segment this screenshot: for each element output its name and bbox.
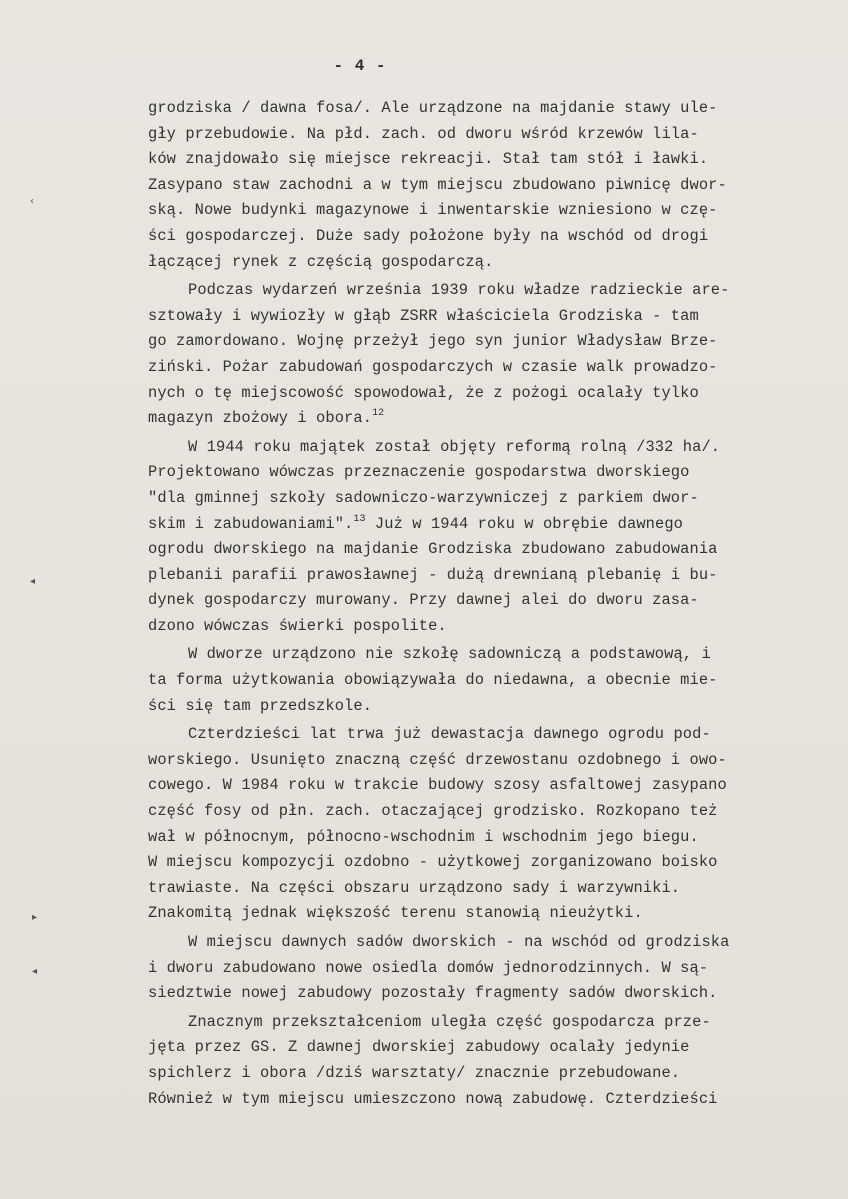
- text-line: [148, 224, 812, 250]
- line-text: Zasypano staw zachodni a w tym miejscu zbudowano piwnicę dwor-: [148, 175, 727, 194]
- line-text: Podczas wydarzeń września 1939 roku władze radzieckie are-: [188, 281, 730, 300]
- text-line: [148, 981, 812, 1007]
- line-text: W dworze urządzono nie szkołę sadowniczą a podstawową, i: [188, 645, 711, 664]
- line-text: W 1944 roku majątek został objęty reformą rolną /332 ha/.: [188, 437, 721, 456]
- line-text: spichlerz i obora /dziś warsztaty/ znacznie przebudowane.: [148, 1063, 681, 1082]
- line-text: dzono wówczas świerki pospolite.: [148, 616, 447, 635]
- line-text: ści się tam przedszkole.: [148, 696, 373, 715]
- text-line: [148, 930, 812, 956]
- line-text: Znacznym przekształceniom uległa część gospodarcza prze-: [188, 1012, 711, 1031]
- line-text: W miejscu kompozycji ozdobno - użytkowej zorganizowano boisko: [148, 853, 718, 872]
- line-text: trawiaste. Na części obszaru urządzono sady i warzywniki.: [148, 878, 681, 897]
- line-text: go zamordowano. Wojnę przeżył jego syn junior Władysław Brze-: [148, 332, 718, 351]
- text-line: [148, 1035, 812, 1061]
- line-text: dynek gospodarczy murowany. Przy dawnej alei do dworu zasa-: [148, 591, 699, 610]
- line-text: ziński. Pożar zabudowań gospodarczych w czasie walk prowadzo-: [148, 357, 718, 376]
- text-line: [148, 355, 812, 381]
- line-text: worskiego. Usunięto znaczną część drzewostanu ozdobnego i owo-: [148, 750, 727, 769]
- line-text: ków znajdowało się miejsce rekreacji. Stał tam stół i ławki.: [148, 150, 709, 169]
- text-line: [148, 512, 812, 538]
- text-line: [148, 956, 812, 982]
- margin-mark: ▸: [32, 912, 38, 923]
- line-text-continued: Już w 1944 roku w obrębie dawnego: [365, 514, 684, 533]
- line-text: W miejscu dawnych sadów dworskich - na wschód od grodziska: [188, 933, 730, 951]
- line-text: sztowały i wywiozły w głąb ZSRR właściciela Grodziska - tam: [148, 306, 699, 325]
- line-text: ogrodu dworskiego na majdanie Grodziska zbudowano zabudowania: [148, 540, 718, 559]
- line-text: Również w tym miejscu umieszczono nową zabudowę. Czterdzieści: [148, 1089, 718, 1108]
- text-line: [148, 1061, 812, 1087]
- text-line: [148, 486, 812, 512]
- text-line: [148, 1087, 812, 1113]
- line-text: jęta przez GS. Z dawnej dworskiej zabudowy ocalały jedynie: [148, 1038, 690, 1057]
- text-line: [148, 614, 812, 640]
- line-text: nych o tę miejscowość spowodował, że z pożogi ocalały tylko: [148, 383, 699, 402]
- line-text: "dla gminnej szkoły sadowniczo-warzywniczej z parkiem dwor-: [148, 488, 699, 507]
- text-line: [148, 588, 812, 614]
- text-line: [148, 901, 812, 927]
- line-text: łączącej rynek z częścią gospodarczą.: [148, 252, 494, 271]
- line-text: grodziska / dawna fosa/. Ale urządzone na majdanie stawy ule-: [148, 99, 718, 117]
- text-line: [148, 876, 812, 902]
- line-text: Czterdzieści lat trwa już dewastacja dawnego ogrodu pod-: [188, 725, 711, 744]
- line-text: cowego. W 1984 roku w trakcie budowy szosy asfaltowej zasypano: [148, 776, 727, 795]
- text-line: [148, 668, 812, 694]
- text-line: [148, 329, 812, 355]
- line-text: ści gospodarczej. Duże sady położone były na wschód od drogi: [148, 226, 709, 245]
- text-line: [148, 198, 812, 224]
- text-line: [148, 435, 812, 461]
- text-line: [148, 250, 812, 276]
- text-line: [148, 96, 812, 122]
- text-line: [148, 773, 812, 799]
- line-text: Znakomitą jednak większość terenu stanowią nieużytki.: [148, 904, 643, 923]
- line-text: Projektowano wówczas przeznaczenie gospodarstwa dworskiego: [148, 463, 690, 482]
- line-text: gły przebudowie. Na płd. zach. od dworu wśród krzewów lila-: [148, 124, 699, 143]
- text-line: [148, 122, 812, 148]
- text-line: [148, 722, 812, 748]
- line-text: wał w północnym, północno-wschodnim i wschodnim jego biegu.: [148, 827, 699, 846]
- margin-mark: ◂: [32, 966, 38, 977]
- line-text: skim i zabudowaniami".: [148, 514, 354, 533]
- text-line: [148, 173, 812, 199]
- margin-mark: ‹: [30, 196, 34, 207]
- margin-mark: ◂: [30, 576, 36, 587]
- line-text: magazyn zbożowy i obora.: [148, 409, 373, 428]
- text-line: [148, 406, 812, 432]
- line-text: plebanii parafii prawosławnej - dużą drewnianą plebanię i bu-: [148, 565, 718, 584]
- text-line: [148, 799, 812, 825]
- text-line: [148, 381, 812, 407]
- text-line: [148, 694, 812, 720]
- text-line: [148, 304, 812, 330]
- line-text: ską. Nowe budynki magazynowe i inwentarskie wzniesiono w czę-: [148, 201, 718, 220]
- text-line: [148, 825, 812, 851]
- text-line: [148, 537, 812, 563]
- footnote-ref: 12: [372, 408, 385, 420]
- text-line: [148, 642, 812, 668]
- text-line: [148, 278, 812, 304]
- text-line: [148, 748, 812, 774]
- text-line: [148, 147, 812, 173]
- line-text: siedztwie nowej zabudowy pozostały fragmenty sadów dworskich.: [148, 984, 718, 1003]
- line-text: i dworu zabudowano nowe osiedla domów jednorodzinnych. W są-: [148, 958, 709, 977]
- text-line: [148, 1010, 812, 1036]
- page-number: - 4 -: [333, 57, 387, 75]
- line-text: ta forma użytkowania obowiązywała do niedawna, a obecnie mie-: [148, 671, 718, 690]
- line-text: część fosy od płn. zach. otaczającej grodzisko. Rozkopano też: [148, 802, 718, 821]
- text-line: [148, 563, 812, 589]
- body-text: [148, 96, 812, 1112]
- footnote-ref: 13: [353, 513, 366, 525]
- text-line: [148, 850, 812, 876]
- text-line: [148, 460, 812, 486]
